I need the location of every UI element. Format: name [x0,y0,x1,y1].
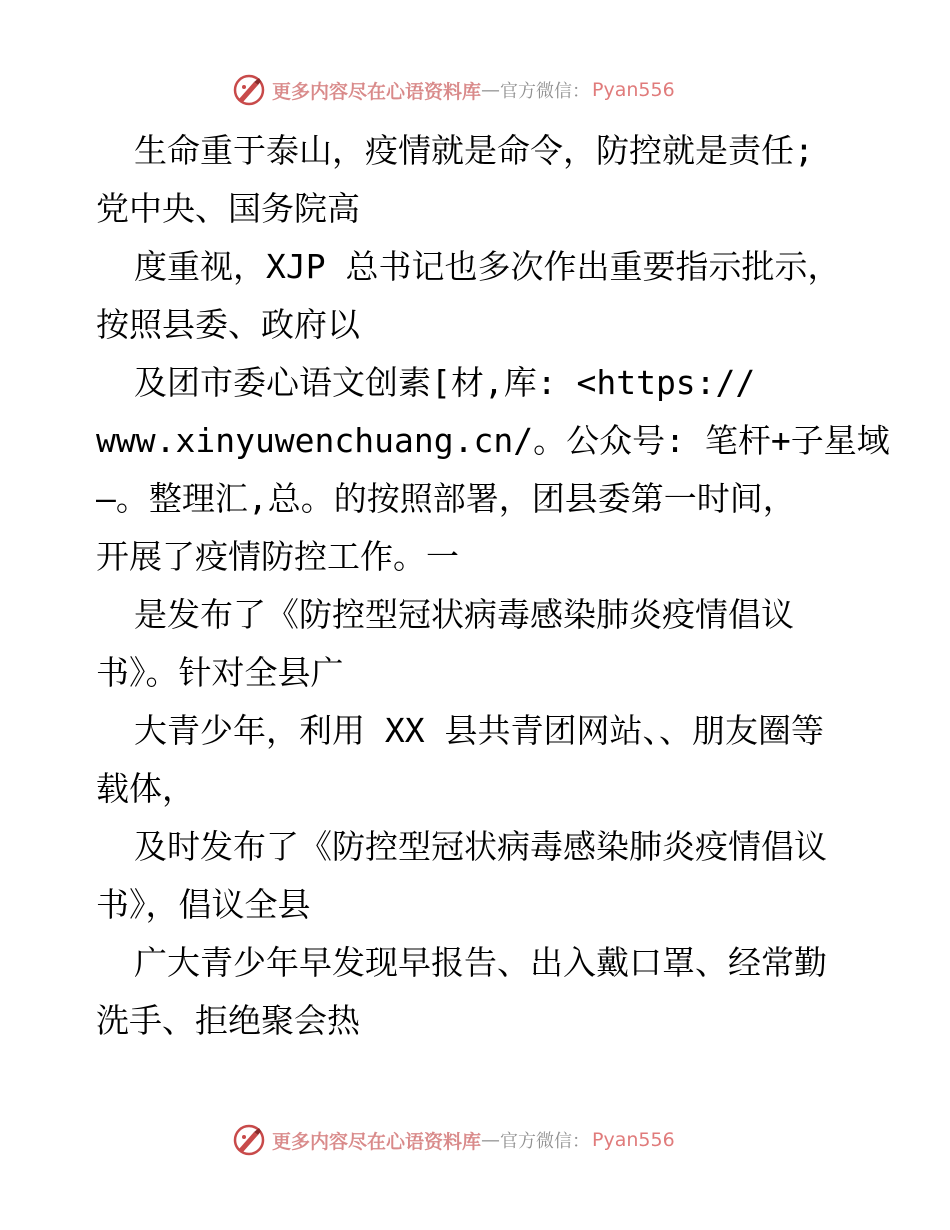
text-line: 及团市委心语文创素[材,库: <https:// [134,363,756,402]
text-line: 载体， [96,769,195,808]
header-banner-wechat-id: Pyan556 [592,79,675,101]
logo-icon [232,73,266,107]
text-line: 及时发布了《防控型冠状病毒感染肺炎疫情倡议 [134,827,827,866]
header-banner-title: 更多内容尽在心语资料库 [272,80,482,103]
footer-banner [232,1122,675,1158]
text-line: www.xinyuwenchuang.cn/。公众号: 笔杆+子星域 [96,421,890,460]
footer-banner-wechat-label: 官方微信： [500,1131,591,1152]
body-text [96,122,890,1050]
text-line: 按照县委、政府以 [96,305,360,344]
text-line: 书》。针对全县广 [96,653,344,692]
header-banner-wechat-label: 官方微信： [500,81,591,102]
text-line: 是发布了《防控型冠状病毒感染肺炎疫情倡议 [134,595,794,634]
text-line: 洗手、拒绝聚会热 [96,1001,360,1040]
text-line: 度重视，XJP 总书记也多次作出重要指示批示， [134,247,841,286]
text-line: 开展了疫情防控工作。一 [96,537,459,576]
header-banner-dash: — [481,79,501,101]
header-banner [232,72,675,108]
text-line: 党中央、国务院高 [96,189,360,228]
logo-icon [232,1123,266,1157]
text-line: 广大青少年早发现早报告、出入戴口罩、经常勤 [134,943,827,982]
text-line: 大青少年，利用 XX 县共青团网站、、朋友圈等 [134,711,824,750]
text-line: 生命重于泰山，疫情就是命令，防控就是责任; [134,131,814,170]
text-line: 书》，倡议全县 [96,885,311,924]
footer-banner-title: 更多内容尽在心语资料库 [272,1130,482,1153]
footer-banner-dash: — [481,1129,501,1151]
text-line: —。整理汇,总。的按照部署，团县委第一时间， [96,479,796,518]
footer-banner-wechat-id: Pyan556 [592,1129,675,1151]
